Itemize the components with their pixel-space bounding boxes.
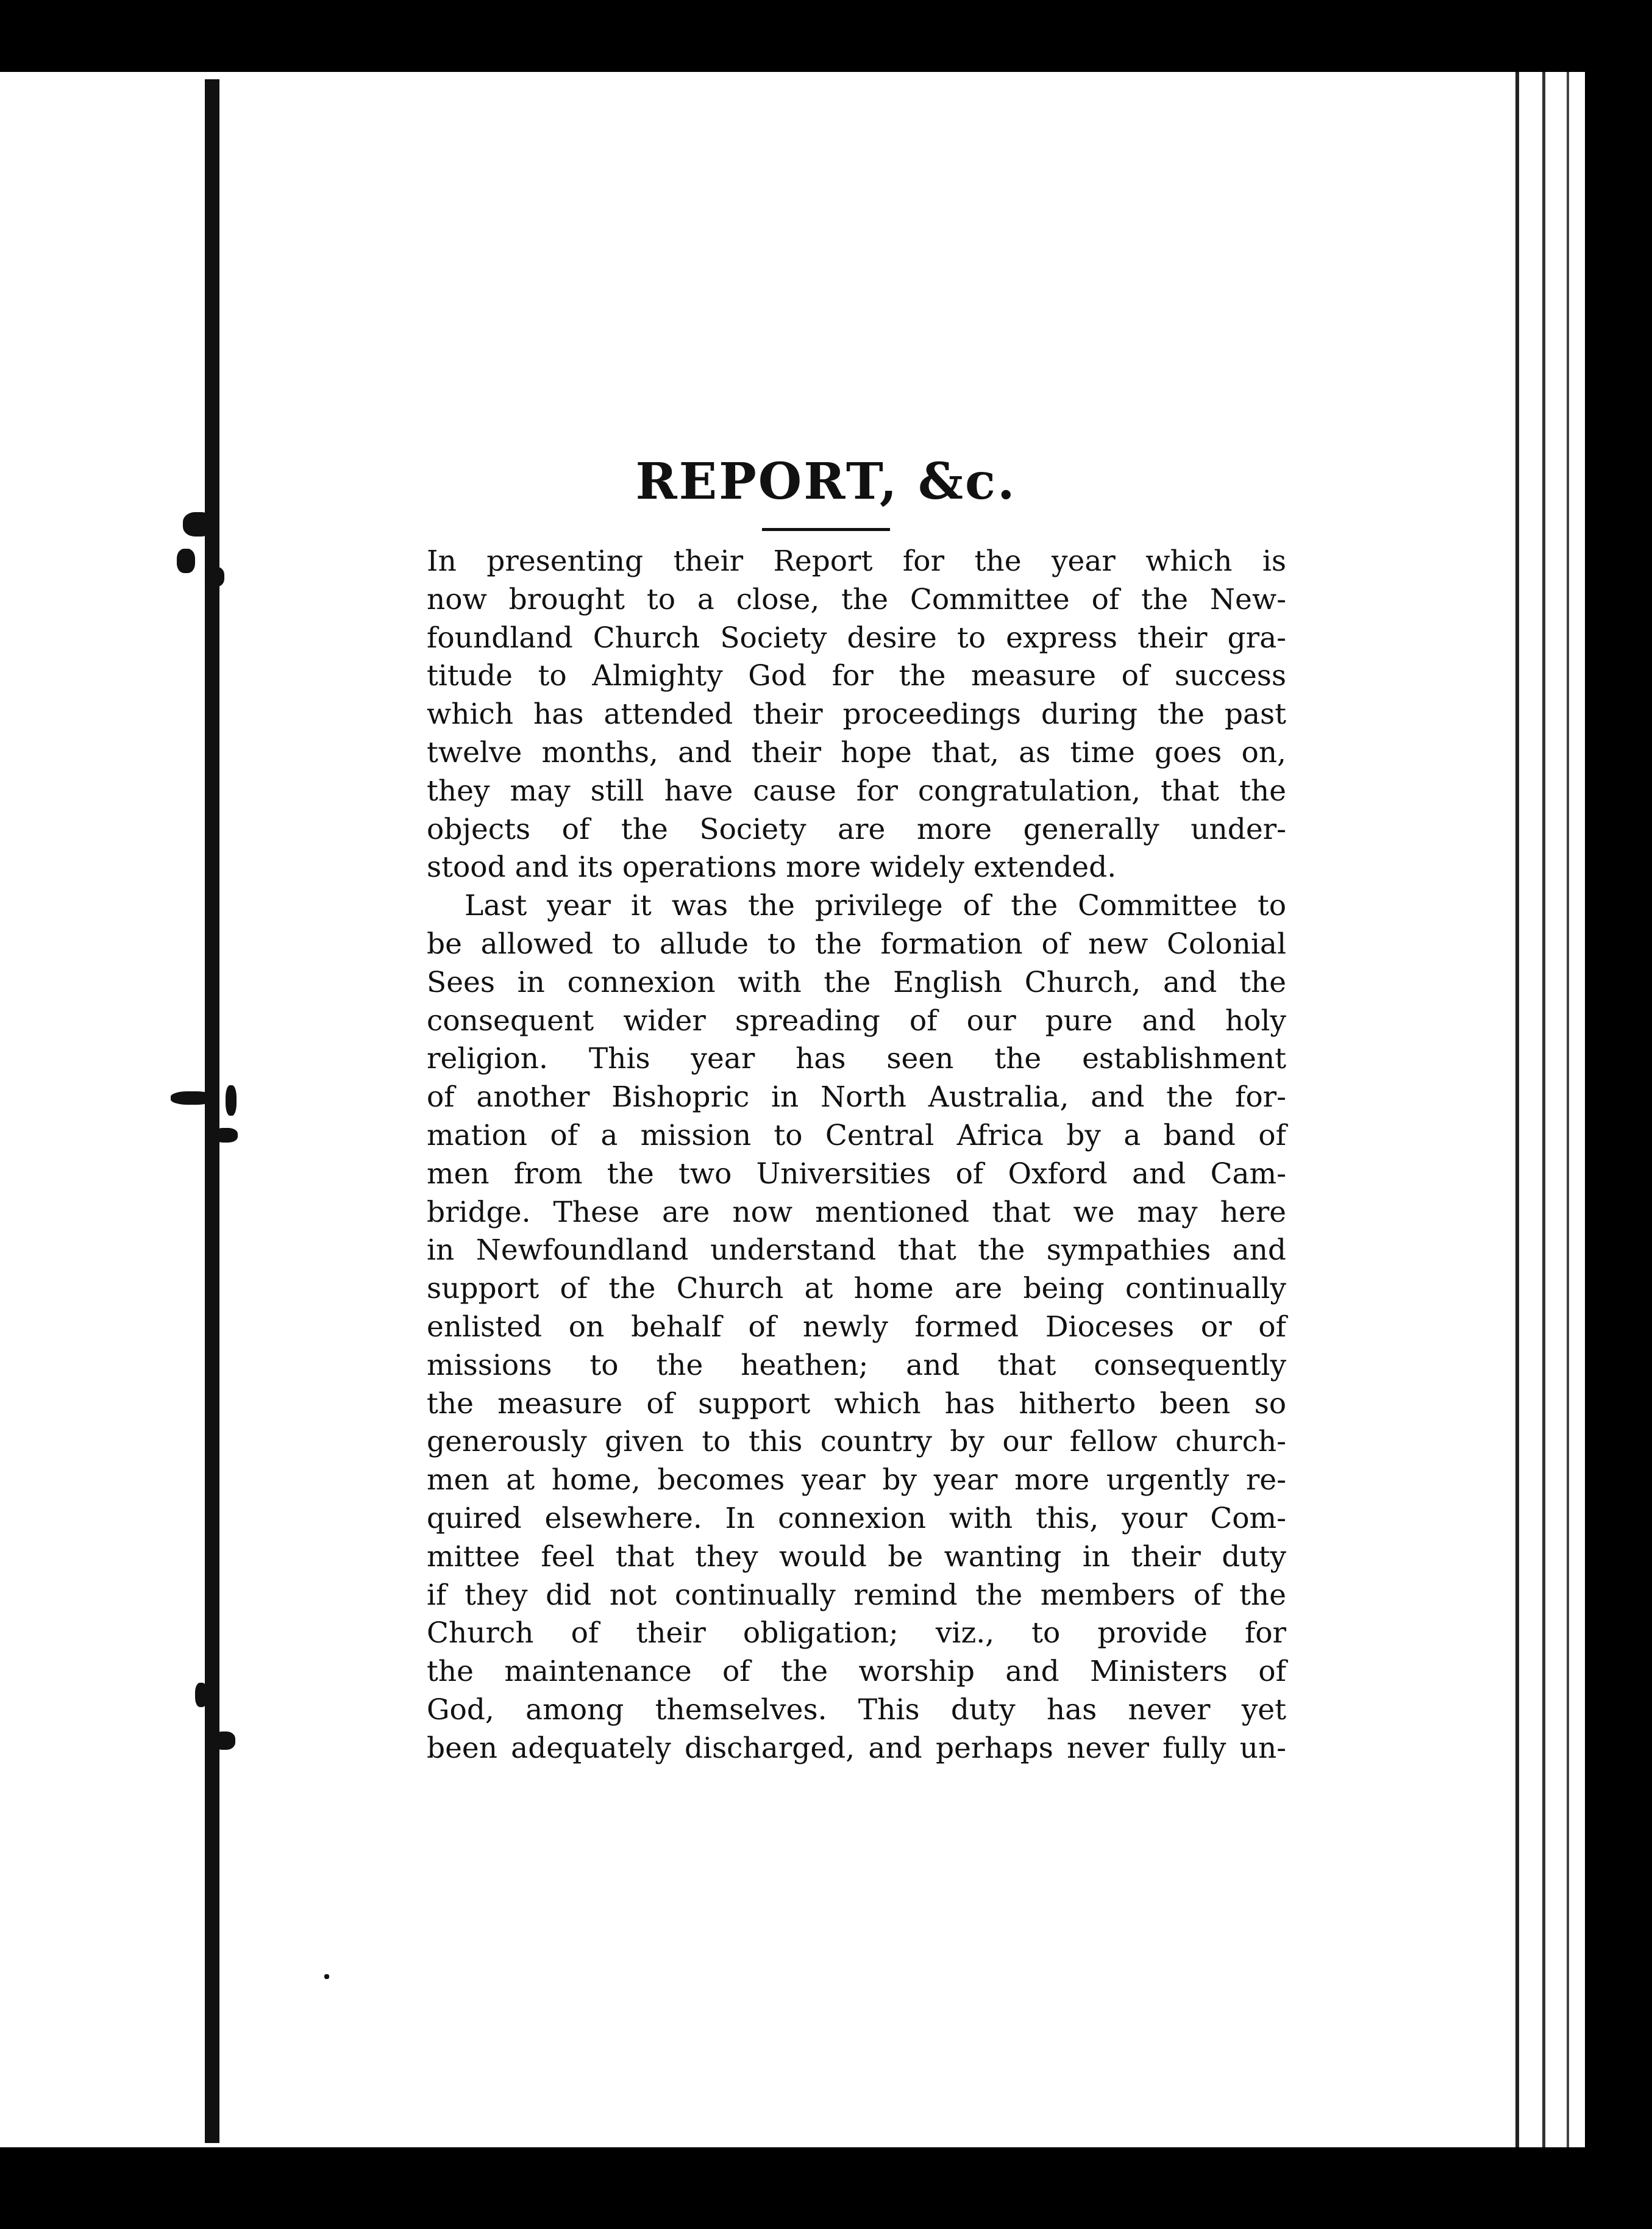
report-body — [427, 543, 1286, 1768]
binding-edge — [205, 79, 219, 2143]
text-line: men at home, becomes year by year more urgently re- — [427, 1463, 1286, 1497]
text-line: consequent wider spreading of our pure and holy — [427, 1004, 1286, 1038]
text-line: the maintenance of the worship and Ministers of — [427, 1655, 1286, 1689]
page-edge-line — [1542, 72, 1545, 2147]
ink-speck — [324, 1974, 329, 1979]
text-line: God, among themselves. This duty has never yet — [427, 1692, 1286, 1727]
ink-speck — [195, 1683, 207, 1707]
text-line: support of the Church at home are being continually — [427, 1272, 1286, 1306]
ink-speck — [226, 1085, 237, 1116]
text-line: quired elsewhere. In connexion with this, your Com- — [427, 1501, 1286, 1535]
ink-speck — [213, 1128, 238, 1143]
ink-speck — [171, 1091, 213, 1105]
text-line: twelve months, and their hope that, as time goes on, — [427, 735, 1286, 769]
text-line: In presenting their Report for the year which is — [427, 544, 1286, 578]
text-line: they may still have cause for congratulation, that the — [427, 774, 1286, 808]
text-line: mittee feel that they would be wanting in their duty — [427, 1539, 1286, 1574]
text-line: the measure of support which has hitherto been so — [427, 1386, 1286, 1421]
text-line: Church of their obligation; viz., to provide for — [427, 1616, 1286, 1650]
text-line: which has attended their proceedings during the past — [427, 697, 1286, 732]
ink-speck — [207, 567, 224, 587]
text-line: religion. This year has seen the establishment — [427, 1042, 1286, 1076]
page-edge-line — [1515, 72, 1519, 2147]
text-line: foundland Church Society desire to express their gra- — [427, 621, 1286, 655]
ink-speck — [177, 549, 195, 573]
text-line: of another Bishopric in North Australia, and the for- — [427, 1080, 1286, 1114]
text-line: missions to the heathen; and that consequently — [427, 1348, 1286, 1382]
text-line: men from the two Universities of Oxford and Cam- — [427, 1157, 1286, 1191]
text-line: objects of the Society are more generally under- — [427, 812, 1286, 846]
text-line: stood and its operations more widely extended. — [427, 851, 1117, 885]
text-line: if they did not continually remind the members of the — [427, 1578, 1286, 1612]
title-rule — [762, 528, 890, 531]
page-title: REPORT, &c. — [635, 452, 1017, 511]
paragraph-1 — [427, 543, 1286, 887]
text-line: titude to Almighty God for the measure of success — [427, 659, 1286, 693]
text-line: enlisted on behalf of newly formed Dioceses or of — [427, 1310, 1286, 1344]
paragraph-2 — [427, 887, 1286, 1767]
text-line: bridge. These are now mentioned that we may here — [427, 1195, 1286, 1229]
text-line: generously given to this country by our fellow church- — [427, 1425, 1286, 1459]
text-line: Sees in connexion with the English Church, and the — [427, 965, 1286, 999]
text-line: been adequately discharged, and perhaps never fully un- — [427, 1731, 1286, 1765]
text-line: in Newfoundland understand that the sympathies and — [427, 1233, 1286, 1268]
text-line: mation of a mission to Central Africa by a band of — [427, 1118, 1286, 1152]
ink-speck — [213, 1731, 235, 1750]
ink-speck — [183, 512, 213, 537]
text-line: Last year it was the privilege of the Committee to — [465, 889, 1286, 923]
page-edge-line — [1567, 72, 1569, 2147]
text-line: be allowed to allude to the formation of new Colonial — [427, 927, 1286, 961]
text-line: now brought to a close, the Committee of the New- — [427, 582, 1286, 616]
